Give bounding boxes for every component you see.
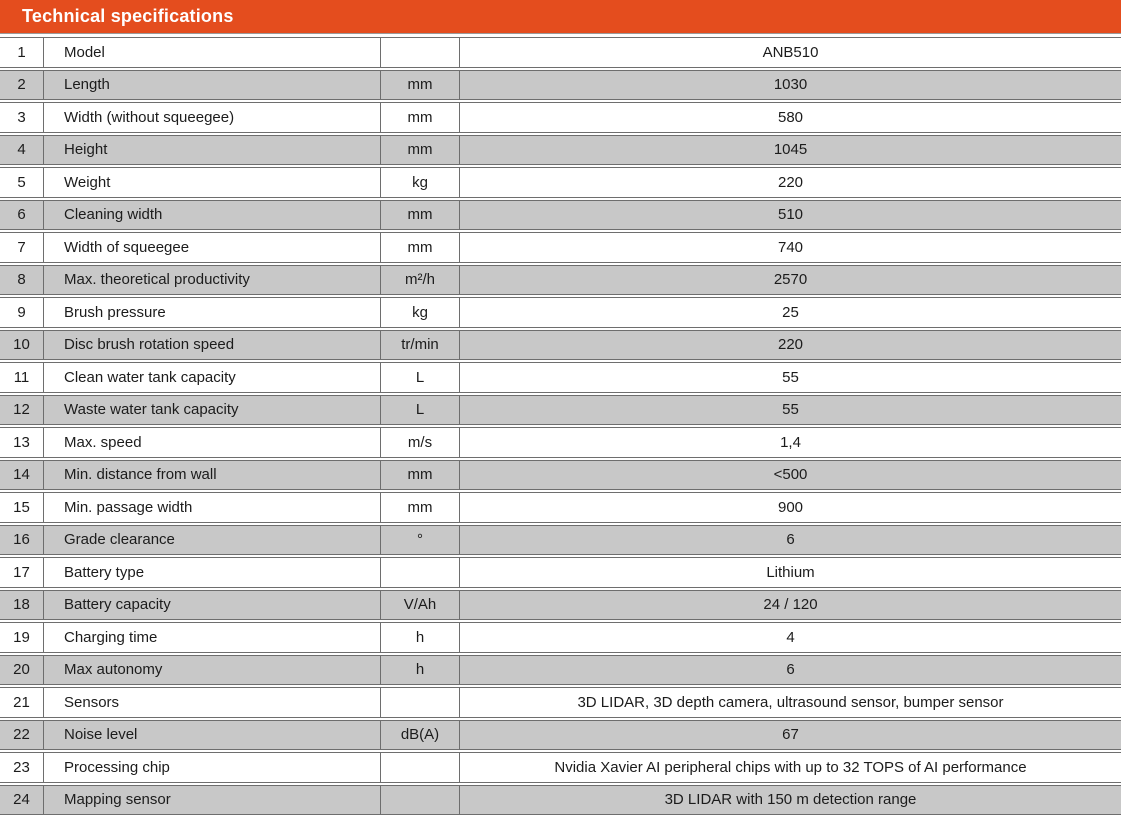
- title-bar: [0, 0, 1121, 34]
- table-row: [0, 752, 1121, 783]
- row-number-cell: 5: [0, 168, 44, 197]
- unit-cell: °: [381, 526, 460, 555]
- unit-cell: mm: [381, 136, 460, 165]
- value-cell: 67: [782, 726, 799, 744]
- table-row: [0, 492, 1121, 523]
- spec-label-cell: Grade clearance: [44, 526, 381, 555]
- row-number-cell: 3: [0, 103, 44, 132]
- row-number-cell: 16: [0, 526, 44, 555]
- row-number-cell: 8: [0, 266, 44, 295]
- spec-label-cell: Max autonomy: [44, 656, 381, 685]
- table-row: [0, 135, 1121, 166]
- table-row: [0, 37, 1121, 68]
- row-number-cell: 24: [0, 786, 44, 815]
- unit-cell: kg: [381, 298, 460, 327]
- value-cell: 580: [777, 108, 804, 126]
- unit-cell: h: [381, 623, 460, 652]
- spec-label-cell: Clean water tank capacity: [44, 363, 381, 392]
- row-number-cell: 12: [0, 396, 44, 425]
- unit-cell: V/Ah: [381, 591, 460, 620]
- value-cell: Lithium: [766, 563, 815, 581]
- unit-cell: h: [381, 656, 460, 685]
- row-number-cell: 10: [0, 331, 44, 360]
- table-row: [0, 167, 1121, 198]
- spec-label-cell: Model: [44, 38, 381, 67]
- spec-label-cell: Battery type: [44, 558, 381, 587]
- table-row: [0, 622, 1121, 653]
- value-cell: 4: [786, 628, 795, 646]
- spec-label-cell: Min. passage width: [44, 493, 381, 522]
- unit-cell: m/s: [381, 428, 460, 457]
- value-cell: 55: [782, 368, 799, 386]
- spec-label-cell: Mapping sensor: [44, 786, 381, 815]
- spec-label-cell: Height: [44, 136, 381, 165]
- unit-cell: mm: [381, 461, 460, 490]
- unit-cell: mm: [381, 233, 460, 262]
- value-cell: 220: [777, 336, 804, 354]
- value-cell: 1030: [773, 76, 808, 94]
- row-number-cell: 13: [0, 428, 44, 457]
- unit-cell: L: [381, 363, 460, 392]
- unit-cell: [381, 753, 460, 782]
- spec-label-cell: Min. distance from wall: [44, 461, 381, 490]
- table-row: [0, 330, 1121, 361]
- row-number-cell: 23: [0, 753, 44, 782]
- table-row: [0, 232, 1121, 263]
- value-cell: Nvidia Xavier AI peripheral chips with up to 32 TOPS of AI performance: [554, 758, 1027, 776]
- unit-cell: mm: [381, 201, 460, 230]
- unit-cell: mm: [381, 103, 460, 132]
- value-cell: 3D LIDAR with 150 m detection range: [664, 791, 917, 809]
- spec-label-cell: Length: [44, 71, 381, 100]
- value-cell: 55: [782, 401, 799, 419]
- unit-cell: tr/min: [381, 331, 460, 360]
- row-number-cell: 11: [0, 363, 44, 392]
- table-row: [0, 102, 1121, 133]
- row-number-cell: 6: [0, 201, 44, 230]
- value-cell: 1045: [773, 141, 808, 159]
- value-cell: 740: [777, 238, 804, 256]
- row-number-cell: 17: [0, 558, 44, 587]
- unit-cell: L: [381, 396, 460, 425]
- value-cell: 3D LIDAR, 3D depth camera, ultrasound sensor, bumper sensor: [577, 693, 1004, 711]
- row-number-cell: 4: [0, 136, 44, 165]
- value-cell: ANB510: [762, 43, 819, 61]
- row-number-cell: 22: [0, 721, 44, 750]
- table-row: [0, 460, 1121, 491]
- unit-cell: [381, 558, 460, 587]
- spec-label-cell: Charging time: [44, 623, 381, 652]
- unit-cell: m²/h: [381, 266, 460, 295]
- page-title: Technical specifications: [22, 6, 234, 26]
- table-row: [0, 362, 1121, 393]
- spec-label-cell: Max. speed: [44, 428, 381, 457]
- row-number-cell: 1: [0, 38, 44, 67]
- spec-label-cell: Disc brush rotation speed: [44, 331, 381, 360]
- value-cell: 900: [777, 498, 804, 516]
- row-number-cell: 21: [0, 688, 44, 717]
- unit-cell: dB(A): [381, 721, 460, 750]
- value-cell: 1,4: [780, 433, 801, 451]
- spec-label-cell: Width of squeegee: [44, 233, 381, 262]
- table-row: [0, 265, 1121, 296]
- table-row: [0, 655, 1121, 686]
- spec-label-cell: Brush pressure: [44, 298, 381, 327]
- table-row: [0, 720, 1121, 751]
- table-row: [0, 395, 1121, 426]
- table-row: [0, 590, 1121, 621]
- table-row: [0, 525, 1121, 556]
- value-cell: 510: [777, 206, 804, 224]
- unit-cell: mm: [381, 493, 460, 522]
- row-number-cell: 7: [0, 233, 44, 262]
- table-row: [0, 687, 1121, 718]
- value-cell: 220: [777, 173, 804, 191]
- value-cell: 2570: [773, 271, 808, 289]
- value-cell: 24 / 120: [763, 596, 818, 614]
- spec-label-cell: Cleaning width: [44, 201, 381, 230]
- table-row: [0, 297, 1121, 328]
- table-row: [0, 200, 1121, 231]
- value-cell: <500: [773, 466, 808, 484]
- spec-table: [0, 34, 1121, 816]
- value-cell: 6: [786, 531, 795, 549]
- table-row: [0, 785, 1121, 816]
- row-number-cell: 9: [0, 298, 44, 327]
- row-number-cell: 14: [0, 461, 44, 490]
- spec-label-cell: Sensors: [44, 688, 381, 717]
- spec-label-cell: Max. theoretical productivity: [44, 266, 381, 295]
- value-cell: 6: [786, 661, 795, 679]
- row-number-cell: 15: [0, 493, 44, 522]
- table-row: [0, 70, 1121, 101]
- unit-cell: kg: [381, 168, 460, 197]
- row-number-cell: 20: [0, 656, 44, 685]
- spec-label-cell: Width (without squeegee): [44, 103, 381, 132]
- spec-label-cell: Battery capacity: [44, 591, 381, 620]
- table-row: [0, 557, 1121, 588]
- value-cell: 25: [782, 303, 799, 321]
- row-number-cell: 19: [0, 623, 44, 652]
- unit-cell: [381, 688, 460, 717]
- unit-cell: [381, 786, 460, 815]
- unit-cell: mm: [381, 71, 460, 100]
- table-row: [0, 427, 1121, 458]
- unit-cell: [381, 38, 460, 67]
- row-number-cell: 18: [0, 591, 44, 620]
- row-number-cell: 2: [0, 71, 44, 100]
- spec-label-cell: Processing chip: [44, 753, 381, 782]
- spec-label-cell: Waste water tank capacity: [44, 396, 381, 425]
- spec-label-cell: Noise level: [44, 721, 381, 750]
- spec-label-cell: Weight: [44, 168, 381, 197]
